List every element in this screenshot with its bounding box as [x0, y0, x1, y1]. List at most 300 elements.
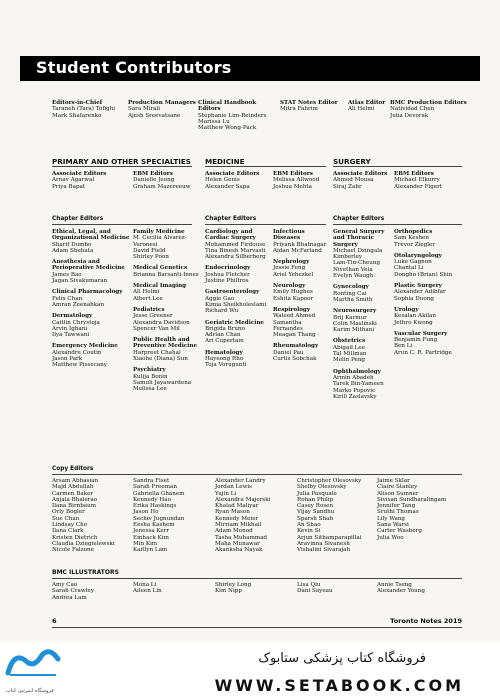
illustrator-name: Andrea Lam: [52, 594, 87, 601]
group-heading: STAT Notes Editor: [280, 100, 338, 106]
copy-editor-name: Julia Woo: [377, 534, 404, 541]
column: [390, 100, 468, 124]
column: [133, 582, 213, 595]
copy-editor-name: Tasha Muhammad: [215, 534, 268, 541]
editor-group: [133, 265, 203, 278]
copy-editor-name: Vijay Sandhu: [297, 509, 335, 516]
editor-name: Xiaohe (Diana) Sun: [133, 356, 188, 363]
illustrator-name: Aileen Lin: [133, 588, 162, 595]
copy-editor-name: Majd Abdullah: [52, 484, 94, 491]
editor-name: David Field: [133, 247, 166, 254]
copy-editor-name: Adam Monod: [215, 528, 253, 535]
editor-name: Ilya Tawwani: [52, 332, 90, 339]
copy-editor-name: Kevin Si: [297, 528, 321, 535]
editor-group: [133, 229, 203, 260]
editor-name: Kirill Zaslavsky: [333, 393, 377, 400]
copy-editor-name: Jason Ho: [133, 509, 159, 516]
copy-editor-name: Erika Haskings: [133, 503, 177, 510]
editor-group: [333, 284, 391, 303]
group-heading: Neurology: [273, 283, 306, 290]
editor-name: Sam Keshen: [394, 235, 429, 242]
column: [297, 478, 377, 554]
group-heading: Ethical, Legal, and Organizational Medicine: [52, 229, 130, 242]
store-url[interactable]: WWW.SETABOOK.COM: [214, 676, 464, 695]
editor-group: [333, 171, 403, 190]
group-heading: Nephrology: [273, 259, 310, 266]
footer-rule: [52, 627, 462, 628]
rule-primary: [52, 166, 192, 167]
group-heading: Plastic Surgery: [394, 283, 442, 290]
column: [333, 229, 391, 405]
editor-name: Alexander Adibfar: [394, 289, 446, 296]
copy-editor-name: Alexandra Majerski: [215, 496, 271, 503]
group-heading: Clinical Pharmacology: [52, 289, 123, 296]
group-heading: Cardiology and Cardiac Surgery: [205, 229, 256, 242]
copy-editor-name: Alexander Landry: [215, 478, 266, 484]
editor-group: [394, 171, 464, 190]
editor-group: [273, 283, 331, 302]
editor-name: Jessie Feng: [273, 265, 306, 272]
column: [52, 582, 132, 601]
editor-name: Arnav Agarwal: [52, 177, 95, 184]
editor-name: Colin Maslinski: [333, 320, 377, 327]
copy-editor-name: Sue Chan: [52, 515, 80, 522]
editor-name: Helen Genis: [205, 177, 240, 184]
copy-editor-name: Ilana Clark: [52, 528, 84, 535]
group-heading: Rheumatology: [273, 343, 319, 350]
editor-name: Samantha Fernandes: [273, 319, 303, 332]
group-heading: Editors-in-Chief: [52, 100, 103, 106]
group-heading: Production Managers: [128, 100, 196, 106]
copy-editor-name: Mirriam Mikhail: [215, 522, 262, 529]
editor-name: Richard Wu: [205, 308, 239, 315]
copy-editor-name: Min Kim: [133, 540, 158, 547]
page-title: Student Contributors: [36, 58, 232, 77]
copy-editor-name: Sparsh Shah: [297, 515, 334, 522]
copy-editor-name: Julia Pasquale: [297, 490, 337, 497]
rule-chapter-medicine: [205, 224, 326, 225]
group-heading: Orthopedics: [394, 229, 433, 235]
copy-editor-name: Vishalini Sivarajah: [297, 547, 351, 554]
column: [377, 582, 457, 595]
illustrator-name: Lisa Qiu: [297, 582, 321, 588]
group-heading: Urology: [394, 306, 419, 313]
chapter-label-medicine: Chapter Editors: [205, 216, 257, 222]
copy-editor-name: Jordan Lewis: [215, 484, 253, 491]
copy-editor-name: Claire Stanley: [377, 484, 418, 491]
copy-editor-name: Casey Rosen: [297, 503, 334, 510]
editor-group: [52, 289, 130, 308]
editor-name: Alexander Sapa: [205, 183, 250, 190]
editor-name: Samuli Jayawardena: [133, 379, 192, 386]
group-heading: Family Medicine: [133, 229, 185, 235]
editor-name: Alexandre Coutin: [52, 349, 102, 356]
illustrator-name: Kim Nipp: [215, 588, 242, 595]
editor-group: [280, 100, 346, 113]
editor-name: Matthew Wong-Pack: [198, 125, 257, 132]
editor-group: [52, 313, 130, 338]
group-heading: Associate Editors: [205, 171, 260, 177]
editor-group: [205, 265, 271, 284]
group-heading: Psychiatry: [133, 367, 166, 374]
group-heading: Gastroenterology: [205, 289, 260, 296]
column: [333, 171, 403, 195]
copy-editor-name: Ilana Birnbaum: [52, 503, 97, 510]
editor-name: Tarek Bin-Yameen: [333, 381, 384, 388]
copy-editor-name: Arsam Abbasian: [52, 478, 99, 484]
section-surgery: SURGERY: [333, 157, 371, 166]
editor-name: Brianna Barsanti-Innes: [133, 271, 199, 278]
editor-group: [133, 283, 203, 302]
column: [215, 478, 295, 554]
editor-name: Abigail Lee: [333, 344, 366, 351]
column: [128, 100, 196, 124]
copy-editor-name: Kaitlyn Lam: [133, 547, 168, 554]
column: [348, 100, 388, 118]
copy-editor-name: Kennedy Hao: [133, 496, 171, 503]
editor-name: Mark Shafarenko: [52, 112, 102, 119]
column: [133, 229, 203, 398]
editor-group: [128, 100, 196, 119]
editor-group: [133, 171, 203, 190]
editor-name: Priyank Bhatnagar: [273, 241, 327, 248]
group-heading: General Surgery and Thoracic Surgery: [333, 229, 385, 248]
illustrator-name: Amy Cao: [52, 582, 78, 588]
copy-editor-name: Christopher Olesovsky: [297, 478, 362, 484]
editor-name: Joshua Mehta: [273, 183, 313, 190]
editor-name: Sharif Dumbo: [52, 241, 92, 248]
editor-group: [133, 337, 203, 362]
column: [215, 582, 295, 595]
editor-name: Arun C. R. Partridge: [394, 349, 452, 356]
editor-group: [273, 259, 331, 278]
editor-name: Joshua Fletcher: [205, 271, 250, 278]
column: [52, 229, 130, 374]
group-heading: Atlas Editor: [348, 100, 386, 106]
rule-chapter-surgery: [333, 224, 462, 225]
editor-name: Eshita Kapoor: [273, 295, 314, 302]
editor-group: [333, 308, 391, 333]
editor-name: Sara Mirali: [128, 106, 161, 113]
copy-editor-name: Kristen Dietrich: [52, 534, 98, 541]
editor-name: Meagan Thang: [273, 332, 316, 339]
copy-editor-name: Rohan Philip: [297, 496, 334, 503]
group-heading: Infectious Diseases: [273, 229, 305, 242]
editor-name: Sophia Duong: [394, 295, 434, 302]
editor-group: [205, 171, 275, 190]
editor-name: Priya Bapat: [52, 183, 86, 190]
page-number: 6: [52, 617, 57, 625]
editor-name: Julia Devorak: [390, 112, 429, 119]
column: [52, 478, 132, 554]
store-logo-icon: [4, 645, 62, 683]
copy-editor-name: Kennedy Meier: [215, 515, 259, 522]
editor-name: Kimia Sheikholeslami: [205, 301, 267, 308]
editor-name: Felix Chan: [52, 295, 83, 302]
column: [280, 100, 346, 118]
editor-name: Spencer Van Mil: [133, 325, 180, 332]
group-heading: Endocrinology: [205, 265, 251, 272]
group-heading: Pediatrics: [133, 306, 165, 313]
store-logo-caption: فروشگاه اینترنتی کتاب: [6, 688, 54, 694]
group-heading: Respirology: [273, 306, 311, 313]
illustrator-name: Dani Sayeau: [297, 588, 333, 595]
editor-name: Ali Helmi: [348, 106, 375, 113]
group-heading: Anesthesia and Perioperative Medicine: [52, 259, 125, 272]
group-heading: EBM Editors: [394, 171, 434, 177]
illustrators-label: BMC ILLUSTRATORS: [52, 569, 119, 576]
copy-editor-name: Gabriella Ghanem: [133, 490, 185, 497]
column: [198, 100, 276, 136]
group-heading: Associate Editors: [52, 171, 107, 177]
chapter-label-surgery: Chapter Editors: [333, 216, 385, 222]
group-heading: Vascular Surgery: [394, 330, 448, 337]
editor-name: Aggie Gao: [205, 295, 235, 302]
editor-group: [205, 350, 271, 369]
editor-name: Brigida Bruno: [205, 325, 245, 332]
editor-name: Aidan McFarland: [273, 247, 322, 254]
editor-name: M. Cecilia Alvarez-Veronesi: [133, 235, 187, 248]
group-heading: Clinical Handbook Editors: [198, 100, 257, 113]
column: [377, 478, 457, 541]
editor-group: [52, 229, 130, 254]
illustrator-name: Annie Tseng: [377, 582, 412, 588]
rule-medicine: [205, 166, 326, 167]
editor-name: Jesse Greener: [133, 313, 173, 320]
copy-editor-name: Ryan Mason: [215, 509, 250, 516]
editor-name: Melissa Allwood: [273, 177, 320, 184]
editor-name: Marko Popovic: [333, 387, 376, 394]
store-title: فروشگاه کتاب پزشکی ستابوک: [258, 651, 426, 666]
editor-group: [273, 307, 331, 338]
copy-editor-name: Lindsay Cho: [52, 522, 88, 529]
editor-name: Kesalan Akilan: [394, 313, 436, 320]
copy-editor-name: Carter Wasberg: [377, 528, 422, 535]
editor-name: Alexandra Davidson: [133, 319, 190, 326]
editor-group: [390, 100, 468, 119]
group-heading: Hematology: [205, 349, 243, 356]
copy-editor-name: Akanksha Nayak: [215, 547, 263, 554]
group-heading: Gynecology: [333, 284, 369, 291]
editor-name: Amran Zeenahkan: [52, 301, 105, 308]
editor-name: Melin Peng: [333, 357, 366, 364]
editor-name: Harpreet Chahal: [133, 349, 181, 356]
editor-name: Emily Hughes: [273, 289, 313, 296]
rule-illustrators: [52, 578, 462, 579]
editor-name: Tina Binesh Marvasti: [205, 247, 266, 254]
editor-name: Albert Lee: [133, 295, 163, 302]
column: [394, 229, 464, 361]
editor-name: Alexander Figert: [394, 183, 443, 190]
illustrator-name: Sarah Crawley: [52, 588, 94, 595]
editor-name: Luke Gagnon: [394, 259, 432, 266]
editor-name: Trevor Ziegler: [394, 241, 436, 248]
editor-group: [205, 289, 271, 314]
editor-group: [52, 259, 130, 284]
group-heading: Otolaryngology: [394, 252, 442, 259]
copy-editor-name: Yujin Li: [215, 490, 237, 497]
group-heading: Geriatric Medicine: [205, 319, 264, 326]
copy-editor-name: Sarah Freeman: [133, 484, 177, 491]
editor-name: Ajesh Sreevatsane: [128, 112, 181, 119]
copy-editor-name: Eesha Kashem: [133, 522, 175, 529]
editor-name: Michael Dzingala: [333, 247, 383, 254]
editor-group: [52, 100, 124, 119]
editor-group: [394, 253, 464, 278]
editor-group: [394, 283, 464, 302]
group-heading: Dermatology: [52, 313, 93, 320]
copy-editor-name: Jennifer Tang: [377, 503, 416, 510]
editor-name: Kulija Bonin: [133, 373, 168, 380]
section-primary: PRIMARY AND OTHER SPECIALTIES: [52, 157, 191, 166]
editor-group: [333, 338, 391, 363]
group-heading: Emergency Medicine: [52, 343, 118, 350]
group-heading: BMC Production Editors: [390, 100, 467, 106]
editor-name: James Bao: [52, 271, 82, 278]
illustrator-name: Mona Li: [133, 582, 157, 588]
editor-name: Lam-Tin-Cheung: [333, 260, 381, 267]
group-heading: Public Health and Preventive Medicine: [133, 337, 197, 350]
editor-name: Armin Abadeh: [333, 374, 374, 381]
illustrator-name: Alexander Young: [377, 588, 425, 595]
editor-name: Chantal Li: [394, 265, 424, 272]
copy-editor-name: Claudia Dziegielewski: [52, 540, 115, 547]
copy-editor-name: Anjala Bhalerao: [52, 496, 98, 503]
editor-group: [348, 100, 388, 113]
editor-name: Matthew Pissecany: [52, 362, 107, 369]
editor-name: Curtis Sobchak: [273, 356, 317, 363]
editor-name: Taraneh (Tara) Tofighi: [52, 106, 116, 113]
editor-name: Adrian Chan: [205, 332, 241, 339]
editor-group: [52, 343, 130, 368]
editor-name: Evelyn Waugh: [333, 273, 374, 280]
column: [205, 171, 275, 195]
copy-editor-name: Carmen Baker: [52, 490, 94, 497]
rule-copy-editors: [52, 474, 462, 475]
group-heading: Ophthalmology: [333, 368, 381, 375]
group-heading: Medical Imaging: [133, 283, 187, 290]
group-heading: Medical Genetics: [133, 265, 188, 272]
editor-name: Brij Karmur: [333, 314, 367, 321]
editor-name: Arvin Ighani: [52, 325, 88, 332]
editor-name: Ronting Cai: [333, 290, 367, 297]
editor-name: Benjamin Fung: [394, 337, 438, 344]
editor-name: Jethro Kwong: [394, 319, 433, 326]
editor-group: [133, 367, 203, 392]
editor-name: Graham Mazereeuw: [133, 183, 191, 190]
editor-group: [333, 369, 391, 400]
editor-group: [394, 229, 464, 248]
editor-name: Hayeong Rho: [205, 356, 244, 363]
editor-name: Justine Philtros: [205, 278, 249, 285]
copy-editor-name: An Shao: [297, 522, 321, 529]
editor-name: Dongho (Brian) Shin: [394, 271, 453, 278]
copy-editor-name: Alison Sumner: [377, 490, 419, 497]
copy-editors-label: Copy Editors: [52, 466, 94, 472]
group-heading: Neurosurgery: [333, 308, 377, 315]
copy-editor-name: Sivisan Sundharalingam: [377, 496, 447, 503]
column: [205, 229, 271, 374]
editor-name: Daniel Pau: [273, 349, 304, 356]
editor-name: Nivethan Vela: [333, 266, 373, 273]
editor-name: Alexandra Silberberg: [205, 254, 266, 261]
copy-editor-name: Lily Wang: [377, 515, 406, 522]
editor-name: Caitlin Chrystoja: [52, 319, 100, 326]
rule-surgery: [333, 166, 462, 167]
copy-editor-name: Sana Warsi: [377, 522, 409, 529]
copy-editor-name: Nicole Falzone: [52, 547, 94, 554]
column: [297, 582, 377, 595]
editor-name: Adam Shehata: [52, 247, 94, 254]
chapter-label-primary: Chapter Editors: [52, 216, 104, 222]
column: [133, 171, 203, 195]
editor-name: Natividad Chen: [390, 106, 435, 113]
editor-group: [333, 229, 391, 279]
editor-name: Melissa Lee: [133, 386, 167, 393]
editor-name: Toja Vorugunti: [205, 362, 247, 369]
editor-name: Mitra Fahrim: [280, 106, 318, 113]
column: [52, 171, 122, 195]
editor-name: Kimberley: [333, 254, 363, 261]
editor-group: [205, 229, 271, 260]
editor-name: Ahmed Mousa: [333, 177, 374, 184]
copy-editor-name: Orly Bogler: [52, 509, 85, 516]
column: [273, 229, 331, 367]
column: [133, 478, 213, 554]
group-heading: Associate Editors: [333, 171, 388, 177]
editor-group: [198, 100, 276, 131]
editor-name: Stephanie Lim-Reinders: [198, 112, 267, 119]
copy-editor-name: Sechiv Jugnundan: [133, 515, 185, 522]
editor-group: [394, 307, 464, 326]
editor-group: [133, 307, 203, 332]
editor-name: Martha Smith: [333, 296, 373, 303]
copy-editor-name: Shelby Olesovsky: [297, 484, 347, 491]
editor-name: Ben Li: [394, 343, 413, 350]
copy-editor-name: Maha Munawar: [215, 540, 260, 547]
column: [52, 100, 124, 124]
editor-group: [205, 320, 271, 345]
editor-name: Ali Helmi: [133, 289, 160, 296]
editor-name: Waleed Ahmed: [273, 313, 316, 320]
rule-chapter-primary: [52, 224, 192, 225]
editor-name: Karim Mithani: [333, 327, 375, 334]
editor-name: Jagan Sivakumaran: [52, 278, 108, 285]
group-heading: Obstetrics: [333, 338, 366, 345]
column: [394, 171, 464, 195]
editor-name: Ari Cupertain: [205, 338, 244, 345]
editor-name: Michael Elkurry: [394, 177, 440, 184]
copy-editor-name: Jaime Sklar: [377, 478, 410, 484]
editor-group: [52, 171, 122, 190]
copy-editor-name: Khalad Maliyar: [215, 503, 259, 510]
section-medicine: MEDICINE: [205, 157, 245, 166]
editor-name: Siraj Zahr: [333, 183, 362, 190]
editor-group: [273, 343, 331, 362]
editor-name: Jason Park: [52, 356, 83, 363]
group-heading: EBM Editors: [133, 171, 173, 177]
editor-name: Marissa Lu: [198, 118, 230, 125]
editor-name: Tal Millman: [333, 351, 367, 358]
copy-editor-name: Arjun Sithamparapillai: [297, 534, 362, 541]
editor-name: Mohammed Firdouse: [205, 241, 266, 248]
editor-group: [273, 229, 331, 254]
editor-name: Danielle Jeong: [133, 177, 175, 184]
editor-group: [394, 331, 464, 356]
copy-editor-name: Sandra Fiset: [133, 478, 170, 484]
book-title: Toronto Notes 2019: [390, 617, 462, 625]
editor-name: Shirley Poon: [133, 254, 169, 261]
